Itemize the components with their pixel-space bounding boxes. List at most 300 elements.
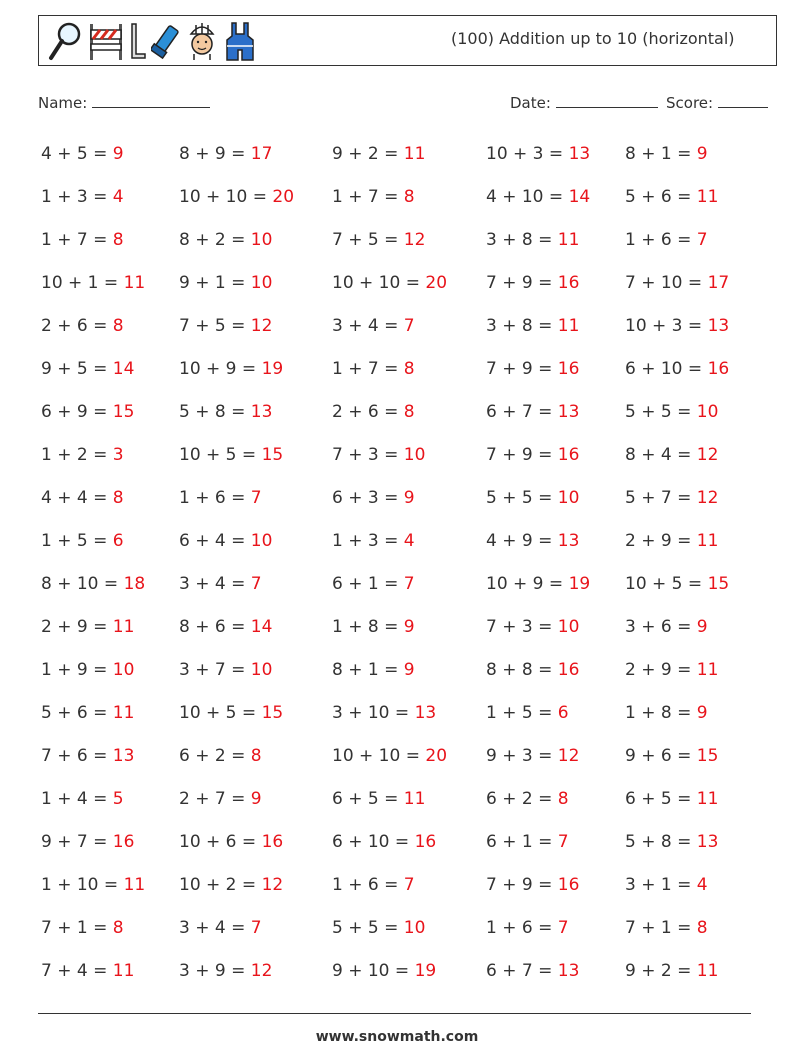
problem-cell	[332, 832, 436, 852]
problem-cell	[332, 316, 415, 336]
problem-cell	[486, 144, 590, 164]
problem-cell	[41, 660, 134, 680]
problem-answer: 13	[557, 531, 580, 551]
problem-cell	[486, 445, 579, 465]
problem-row	[0, 224, 794, 267]
problem-answer: 9	[696, 617, 708, 637]
score-field	[666, 93, 768, 112]
problem-question: 4 + 9 =	[486, 531, 553, 551]
problem-cell	[41, 445, 124, 465]
problem-answer: 15	[261, 445, 284, 465]
problem-cell	[625, 316, 729, 336]
problem-answer: 7	[403, 574, 415, 594]
problem-question: 9 + 10 =	[332, 961, 410, 981]
problem-answer: 11	[403, 144, 426, 164]
problem-cell	[179, 187, 294, 207]
problem-question: 7 + 5 =	[179, 316, 246, 336]
problem-answer: 7	[696, 230, 708, 250]
problem-answer: 15	[261, 703, 284, 723]
problem-answer: 13	[112, 746, 135, 766]
problem-cell	[179, 832, 283, 852]
problem-cell	[179, 531, 272, 551]
problem-cell	[41, 746, 134, 766]
problem-cell	[41, 875, 145, 895]
overalls-icon	[223, 20, 257, 62]
problem-row	[0, 396, 794, 439]
problem-answer: 10	[696, 402, 719, 422]
problem-row	[0, 267, 794, 310]
problem-answer: 12	[696, 488, 719, 508]
problem-question: 7 + 3 =	[332, 445, 399, 465]
date-label: Date:	[510, 94, 551, 112]
problem-question: 9 + 5 =	[41, 359, 108, 379]
problem-cell	[179, 230, 272, 250]
problem-question: 7 + 3 =	[486, 617, 553, 637]
problem-question: 6 + 4 =	[179, 531, 246, 551]
problem-cell	[332, 531, 415, 551]
problem-row	[0, 611, 794, 654]
problem-row	[0, 826, 794, 869]
problem-cell	[179, 574, 262, 594]
problem-answer: 8	[112, 488, 124, 508]
problem-cell	[332, 230, 425, 250]
problem-cell	[41, 617, 134, 637]
date-blank[interactable]	[556, 93, 658, 108]
problem-answer: 13	[707, 316, 730, 336]
problem-answer: 9	[696, 703, 708, 723]
problem-question: 10 + 10 =	[332, 273, 420, 293]
problem-cell	[486, 359, 579, 379]
problem-question: 9 + 2 =	[625, 961, 692, 981]
problem-answer: 7	[557, 918, 569, 938]
problem-answer: 10	[250, 660, 273, 680]
date-field	[510, 93, 658, 112]
problem-row	[0, 482, 794, 525]
problem-row	[0, 353, 794, 396]
problem-answer: 12	[696, 445, 719, 465]
problem-question: 3 + 4 =	[332, 316, 399, 336]
problem-question: 3 + 4 =	[179, 918, 246, 938]
problem-answer: 11	[557, 230, 580, 250]
problem-question: 1 + 9 =	[41, 660, 108, 680]
problem-answer: 8	[250, 746, 262, 766]
problem-question: 7 + 4 =	[41, 961, 108, 981]
name-label: Name:	[38, 94, 88, 112]
problem-cell	[41, 918, 124, 938]
problem-question: 2 + 7 =	[179, 789, 246, 809]
problem-question: 7 + 9 =	[486, 445, 553, 465]
problem-answer: 11	[403, 789, 426, 809]
problem-cell	[486, 531, 579, 551]
problem-question: 1 + 2 =	[41, 445, 108, 465]
problem-question: 9 + 6 =	[625, 746, 692, 766]
problem-cell	[625, 746, 718, 766]
problem-question: 10 + 9 =	[179, 359, 257, 379]
problem-answer: 13	[557, 961, 580, 981]
problem-question: 1 + 6 =	[486, 918, 553, 938]
problem-answer: 8	[112, 918, 124, 938]
problem-cell	[486, 832, 569, 852]
problem-question: 7 + 6 =	[41, 746, 108, 766]
problem-question: 1 + 6 =	[332, 875, 399, 895]
problem-answer: 7	[403, 316, 415, 336]
problem-question: 6 + 3 =	[332, 488, 399, 508]
problem-cell	[625, 402, 718, 422]
problem-answer: 16	[557, 359, 580, 379]
problem-question: 3 + 7 =	[179, 660, 246, 680]
problem-question: 2 + 9 =	[41, 617, 108, 637]
problem-question: 8 + 2 =	[179, 230, 246, 250]
problem-row	[0, 525, 794, 568]
problem-cell	[625, 789, 718, 809]
problem-answer: 20	[425, 746, 448, 766]
problem-answer: 16	[557, 445, 580, 465]
problem-answer: 11	[696, 789, 719, 809]
problem-answer: 4	[403, 531, 415, 551]
problem-question: 4 + 10 =	[486, 187, 564, 207]
problem-answer: 7	[403, 875, 415, 895]
flashlight-icon	[151, 20, 181, 62]
problem-question: 10 + 10 =	[332, 746, 420, 766]
problem-row	[0, 740, 794, 783]
problem-cell	[486, 316, 579, 336]
problem-cell	[625, 187, 718, 207]
problem-answer: 19	[261, 359, 284, 379]
problem-question: 6 + 10 =	[332, 832, 410, 852]
problem-question: 7 + 9 =	[486, 273, 553, 293]
problem-question: 6 + 10 =	[625, 359, 703, 379]
problem-cell	[179, 316, 272, 336]
problem-cell	[179, 617, 272, 637]
problem-row	[0, 955, 794, 998]
problem-answer: 8	[403, 402, 415, 422]
problem-answer: 7	[250, 574, 262, 594]
problem-question: 6 + 7 =	[486, 402, 553, 422]
problem-question: 3 + 8 =	[486, 316, 553, 336]
problem-answer: 9	[403, 488, 415, 508]
problem-cell	[625, 832, 718, 852]
problem-answer: 13	[568, 144, 591, 164]
problem-row	[0, 310, 794, 353]
problem-question: 3 + 1 =	[625, 875, 692, 895]
problem-cell	[625, 273, 729, 293]
problem-question: 6 + 2 =	[486, 789, 553, 809]
problem-row	[0, 568, 794, 611]
problem-cell	[486, 918, 569, 938]
problem-answer: 5	[112, 789, 124, 809]
problem-cell	[41, 230, 124, 250]
problem-question: 1 + 7 =	[332, 187, 399, 207]
problem-question: 1 + 3 =	[332, 531, 399, 551]
problem-cell	[332, 617, 415, 637]
problem-question: 8 + 1 =	[625, 144, 692, 164]
problem-cell	[179, 789, 262, 809]
problem-question: 10 + 5 =	[179, 445, 257, 465]
problem-answer: 16	[557, 875, 580, 895]
problem-answer: 20	[272, 187, 295, 207]
problem-question: 2 + 9 =	[625, 660, 692, 680]
problem-question: 6 + 7 =	[486, 961, 553, 981]
problem-cell	[41, 531, 124, 551]
problem-answer: 11	[112, 617, 135, 637]
problem-answer: 11	[696, 660, 719, 680]
problem-question: 7 + 1 =	[41, 918, 108, 938]
problem-answer: 13	[557, 402, 580, 422]
problem-cell	[41, 832, 134, 852]
problem-row	[0, 138, 794, 181]
problem-cell	[332, 445, 425, 465]
problem-question: 9 + 2 =	[332, 144, 399, 164]
problem-question: 9 + 3 =	[486, 746, 553, 766]
problem-cell	[625, 144, 708, 164]
problem-cell	[625, 359, 729, 379]
problem-question: 1 + 4 =	[41, 789, 108, 809]
problem-answer: 8	[112, 230, 124, 250]
problem-question: 6 + 9 =	[41, 402, 108, 422]
problem-answer: 15	[696, 746, 719, 766]
ruler-square-icon	[129, 20, 147, 62]
problem-answer: 11	[112, 961, 135, 981]
problem-question: 10 + 10 =	[179, 187, 267, 207]
problem-cell	[625, 230, 708, 250]
problem-cell	[625, 574, 729, 594]
problem-cell	[179, 402, 272, 422]
problem-answer: 16	[707, 359, 730, 379]
problem-answer: 13	[250, 402, 273, 422]
problem-answer: 9	[403, 660, 415, 680]
problem-cell	[41, 187, 124, 207]
worksheet-title: (100) Addition up to 10 (horizontal)	[451, 29, 735, 48]
problem-question: 10 + 3 =	[625, 316, 703, 336]
problem-answer: 8	[557, 789, 569, 809]
problem-answer: 11	[123, 875, 146, 895]
problem-question: 5 + 8 =	[179, 402, 246, 422]
problem-question: 1 + 8 =	[625, 703, 692, 723]
problem-answer: 9	[112, 144, 124, 164]
problem-answer: 13	[414, 703, 437, 723]
problem-cell	[41, 574, 145, 594]
problem-cell	[486, 230, 579, 250]
problem-question: 10 + 9 =	[486, 574, 564, 594]
problem-answer: 11	[696, 961, 719, 981]
problem-cell	[625, 488, 718, 508]
problem-answer: 19	[568, 574, 591, 594]
problem-question: 5 + 5 =	[332, 918, 399, 938]
problem-cell	[332, 144, 425, 164]
problem-cell	[332, 746, 447, 766]
problem-question: 7 + 9 =	[486, 875, 553, 895]
problem-question: 6 + 1 =	[332, 574, 399, 594]
problem-cell	[179, 961, 272, 981]
problem-answer: 16	[112, 832, 135, 852]
problem-row	[0, 912, 794, 955]
problem-answer: 12	[403, 230, 426, 250]
problem-question: 8 + 8 =	[486, 660, 553, 680]
problem-question: 7 + 9 =	[486, 359, 553, 379]
problem-answer: 14	[112, 359, 135, 379]
problem-cell	[332, 875, 415, 895]
problem-question: 9 + 7 =	[41, 832, 108, 852]
problem-question: 10 + 3 =	[486, 144, 564, 164]
problem-cell	[486, 488, 579, 508]
problem-cell	[332, 660, 415, 680]
problem-answer: 3	[112, 445, 124, 465]
problem-cell	[625, 875, 708, 895]
problem-question: 8 + 10 =	[41, 574, 119, 594]
problem-answer: 8	[112, 316, 124, 336]
problem-answer: 9	[696, 144, 708, 164]
problem-answer: 11	[112, 703, 135, 723]
problem-question: 5 + 5 =	[625, 402, 692, 422]
problem-cell	[486, 703, 569, 723]
problem-cell	[179, 144, 272, 164]
problem-cell	[41, 144, 124, 164]
problem-question: 1 + 10 =	[41, 875, 119, 895]
problem-answer: 10	[112, 660, 135, 680]
problem-question: 1 + 7 =	[41, 230, 108, 250]
problem-answer: 10	[250, 230, 273, 250]
problem-question: 1 + 3 =	[41, 187, 108, 207]
problem-cell	[625, 961, 718, 981]
problem-answer: 6	[112, 531, 124, 551]
problem-answer: 10	[557, 617, 580, 637]
problem-answer: 4	[696, 875, 708, 895]
problem-answer: 15	[112, 402, 135, 422]
problem-row	[0, 869, 794, 912]
problem-answer: 18	[123, 574, 146, 594]
problem-question: 1 + 5 =	[486, 703, 553, 723]
problem-cell	[332, 918, 425, 938]
problem-question: 6 + 2 =	[179, 746, 246, 766]
problem-question: 3 + 9 =	[179, 961, 246, 981]
problem-question: 1 + 8 =	[332, 617, 399, 637]
problem-question: 1 + 5 =	[41, 531, 108, 551]
problem-question: 5 + 5 =	[486, 488, 553, 508]
problem-cell	[486, 660, 579, 680]
problem-answer: 10	[403, 445, 426, 465]
problem-question: 10 + 5 =	[625, 574, 703, 594]
problem-cell	[625, 703, 708, 723]
problem-cell	[179, 875, 283, 895]
problem-answer: 17	[707, 273, 730, 293]
problem-question: 1 + 6 =	[179, 488, 246, 508]
problem-row	[0, 439, 794, 482]
problem-question: 2 + 6 =	[41, 316, 108, 336]
problem-question: 1 + 6 =	[625, 230, 692, 250]
problem-question: 2 + 6 =	[332, 402, 399, 422]
problem-cell	[486, 961, 579, 981]
header-icons	[47, 18, 257, 64]
problem-cell	[41, 488, 124, 508]
problem-cell	[41, 316, 124, 336]
problem-answer: 11	[557, 316, 580, 336]
problem-answer: 4	[112, 187, 124, 207]
problem-cell	[486, 402, 579, 422]
problem-cell	[332, 574, 415, 594]
problem-cell	[625, 445, 718, 465]
problem-cell	[41, 961, 134, 981]
problem-question: 1 + 7 =	[332, 359, 399, 379]
problem-question: 4 + 5 =	[41, 144, 108, 164]
problem-answer: 16	[557, 660, 580, 680]
problem-question: 5 + 7 =	[625, 488, 692, 508]
problem-question: 5 + 8 =	[625, 832, 692, 852]
problem-answer: 11	[696, 531, 719, 551]
problem-answer: 11	[696, 187, 719, 207]
problem-cell	[486, 789, 569, 809]
problem-answer: 9	[250, 789, 262, 809]
problem-cell	[332, 488, 415, 508]
problem-question: 10 + 5 =	[179, 703, 257, 723]
problem-answer: 14	[568, 187, 591, 207]
problem-row	[0, 783, 794, 826]
problem-answer: 8	[403, 187, 415, 207]
problem-cell	[625, 617, 708, 637]
problem-answer: 10	[557, 488, 580, 508]
problem-cell	[332, 402, 415, 422]
problem-grid	[0, 138, 794, 998]
problem-cell	[625, 918, 708, 938]
name-blank[interactable]	[92, 93, 210, 108]
problem-question: 3 + 10 =	[332, 703, 410, 723]
problem-answer: 17	[250, 144, 273, 164]
problem-answer: 9	[403, 617, 415, 637]
footer-divider	[38, 1013, 751, 1014]
problem-question: 8 + 4 =	[625, 445, 692, 465]
problem-cell	[486, 187, 590, 207]
problem-answer: 11	[123, 273, 146, 293]
problem-question: 8 + 1 =	[332, 660, 399, 680]
problem-cell	[179, 445, 283, 465]
problem-answer: 6	[557, 703, 569, 723]
header-box	[38, 15, 777, 66]
problem-cell	[179, 746, 262, 766]
problem-cell	[179, 273, 272, 293]
problem-question: 5 + 6 =	[41, 703, 108, 723]
worker-face-icon	[185, 20, 219, 62]
problem-cell	[332, 187, 415, 207]
problem-answer: 20	[425, 273, 448, 293]
problem-cell	[332, 359, 415, 379]
problem-question: 6 + 5 =	[332, 789, 399, 809]
problem-answer: 8	[696, 918, 708, 938]
problem-cell	[486, 574, 590, 594]
score-blank[interactable]	[718, 93, 768, 108]
barrier-icon	[87, 20, 125, 62]
problem-question: 7 + 5 =	[332, 230, 399, 250]
problem-question: 10 + 2 =	[179, 875, 257, 895]
problem-answer: 10	[250, 273, 273, 293]
problem-question: 6 + 5 =	[625, 789, 692, 809]
problem-question: 10 + 1 =	[41, 273, 119, 293]
problem-row	[0, 697, 794, 740]
problem-question: 2 + 9 =	[625, 531, 692, 551]
problem-answer: 16	[557, 273, 580, 293]
problem-answer: 8	[403, 359, 415, 379]
problem-answer: 7	[557, 832, 569, 852]
magnifier-icon	[47, 20, 83, 62]
problem-answer: 12	[250, 961, 273, 981]
problem-cell	[625, 660, 718, 680]
problem-cell	[486, 746, 579, 766]
problem-cell	[486, 273, 579, 293]
problem-answer: 16	[414, 832, 437, 852]
footer-url: www.snowmath.com	[315, 1029, 479, 1045]
problem-answer: 12	[261, 875, 284, 895]
problem-question: 6 + 1 =	[486, 832, 553, 852]
problem-answer: 13	[696, 832, 719, 852]
problem-question: 10 + 6 =	[179, 832, 257, 852]
